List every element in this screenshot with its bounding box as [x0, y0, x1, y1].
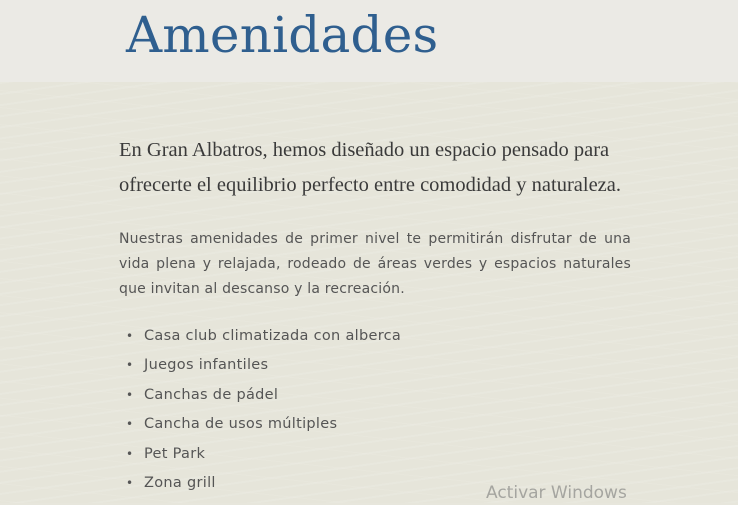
activation-watermark: Activar Windows: [486, 483, 627, 503]
amenities-list: [119, 322, 401, 498]
page-title: Amenidades: [126, 6, 439, 64]
description-text: Nuestras amenidades de primer nivel te permitirán disfrutar de una vida plena y relajada, rodeado de áreas verdes y espacios naturales que invitan al descanso y la recreación.: [119, 231, 631, 297]
amenity-item: [119, 410, 401, 439]
bullet-icon: •: [126, 446, 134, 461]
amenity-label: Canchas de pádel: [144, 386, 279, 403]
bullet-icon: •: [126, 475, 134, 490]
bullet-icon: •: [126, 358, 134, 373]
amenity-item: [119, 469, 401, 498]
amenity-label: Cancha de usos múltiples: [144, 416, 338, 433]
amenity-item: [119, 440, 401, 469]
intro-text: En Gran Albatros, hemos diseñado un espacio pensado para ofrecerte el equilibrio perfecto entre comodidad y naturaleza.: [119, 139, 621, 196]
amenity-label: Zona grill: [144, 474, 216, 491]
amenity-item: [119, 322, 401, 351]
bullet-icon: •: [126, 329, 134, 343]
bullet-icon: •: [126, 417, 134, 432]
amenity-item: [119, 351, 401, 380]
amenity-item: [119, 381, 401, 410]
amenity-label: Pet Park: [144, 445, 206, 462]
amenity-label: Juegos infantiles: [144, 357, 269, 374]
amenity-label: Casa club climatizada con alberca: [144, 328, 402, 344]
bullet-icon: •: [126, 387, 134, 402]
